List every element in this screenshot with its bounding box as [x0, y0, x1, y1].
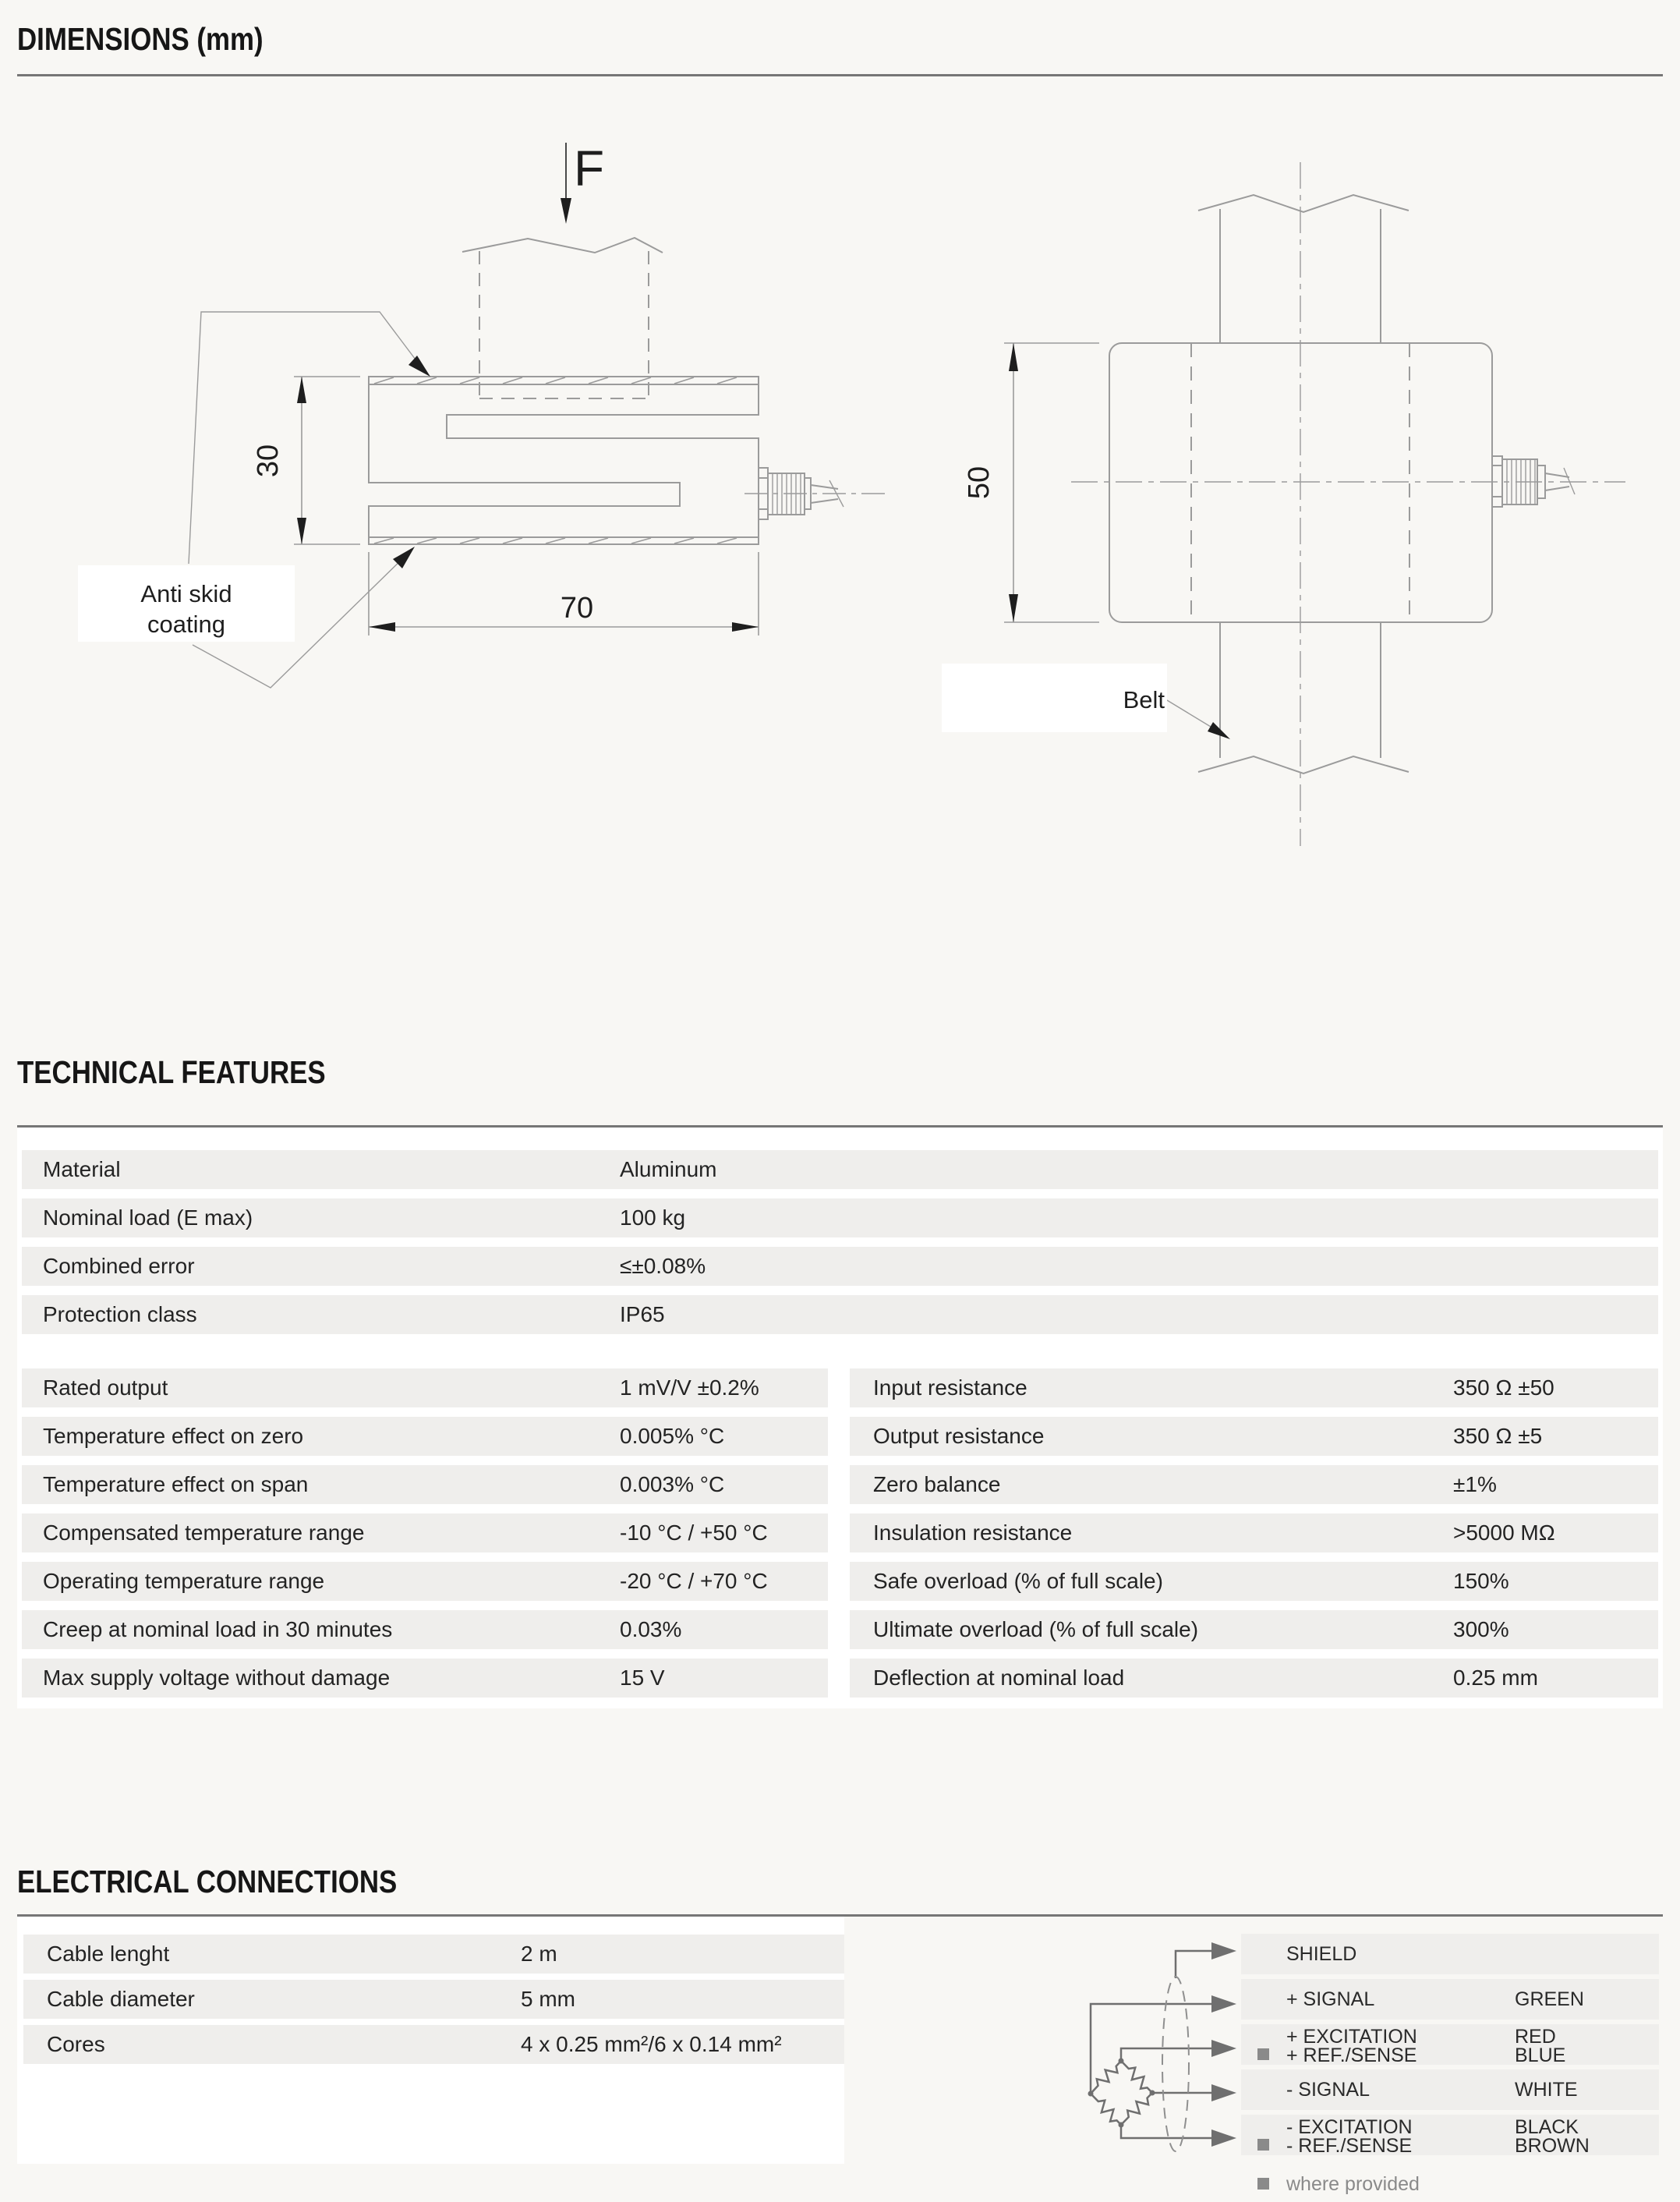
row-value: 150%: [1453, 1569, 1509, 1593]
coating-label-line1: Anti skid: [140, 580, 232, 607]
row-label: Max supply voltage without damage: [43, 1666, 391, 1690]
row-value: 15 V: [620, 1666, 665, 1690]
table-row: [22, 1562, 828, 1601]
table-row: [22, 1150, 1658, 1189]
table-row: [850, 1610, 1658, 1649]
table-row: [850, 1368, 1658, 1407]
height-dimension-50: [1004, 343, 1099, 622]
force-arrowhead: [561, 198, 571, 224]
row-label: Safe overload (% of full scale): [873, 1569, 1163, 1593]
table-row: [23, 1980, 844, 2019]
wiring-row-minus-signal: [1241, 2069, 1659, 2110]
provided-marker-icon: [1257, 2048, 1269, 2060]
wire-color: BLACK: [1515, 2116, 1579, 2138]
row-label: Input resistance: [873, 1375, 1027, 1400]
wire-label: SHIELD: [1286, 1943, 1357, 1965]
row-value: ±1%: [1453, 1472, 1497, 1496]
table-row: [850, 1465, 1658, 1504]
row-label: Cores: [47, 2032, 105, 2056]
row-label: Combined error: [43, 1254, 195, 1278]
provided-marker-icon: [1257, 2139, 1269, 2151]
row-label: Temperature effect on zero: [43, 1424, 304, 1448]
table-row: [22, 1513, 828, 1552]
wire-color: RED: [1515, 2026, 1556, 2048]
table-row: [22, 1368, 828, 1407]
center-lines: [1071, 162, 1625, 846]
electrical-section-title: ELECTRICAL CONNECTIONS: [17, 1864, 398, 1899]
row-label: Deflection at nominal load: [873, 1666, 1125, 1690]
table-row: [22, 1247, 1658, 1286]
wire-label: - REF./SENSE: [1286, 2135, 1413, 2157]
row-label: Nominal load (E max): [43, 1205, 253, 1230]
row-value: 0.005% °C: [620, 1424, 725, 1448]
coating-label-line2: coating: [147, 611, 225, 638]
table-row: [22, 1295, 1658, 1334]
row-label: Material: [43, 1157, 121, 1181]
wiring-row-shield: [1241, 1934, 1659, 1974]
row-label: Ultimate overload (% of full scale): [873, 1617, 1199, 1641]
row-label: Protection class: [43, 1302, 197, 1326]
technical-section-title: TECHNICAL FEATURES: [17, 1054, 326, 1090]
table-row: [850, 1562, 1658, 1601]
wire-label: + SIGNAL: [1286, 1988, 1375, 2010]
wire-arrow-shield: [1211, 1942, 1236, 1959]
row-value: 5 mm: [521, 1987, 575, 2011]
load-cell-body-outline: [369, 377, 759, 544]
table-row: [22, 1417, 828, 1456]
table-row: [850, 1417, 1658, 1456]
coating-arrowhead-top: [409, 356, 430, 377]
row-label: Output resistance: [873, 1424, 1045, 1448]
table-row: [850, 1513, 1658, 1552]
wire-label: + EXCITATION: [1286, 2026, 1417, 2048]
row-value: -20 °C / +70 °C: [620, 1569, 768, 1593]
row-label: Creep at nominal load in 30 minutes: [43, 1617, 393, 1641]
table-row: [22, 1465, 828, 1504]
row-label: Cable diameter: [47, 1987, 195, 2011]
row-value: 300%: [1453, 1617, 1509, 1641]
row-value: -10 °C / +50 °C: [620, 1521, 768, 1545]
table-row: [850, 1659, 1658, 1698]
wire-arrow-minus-excitation: [1211, 2129, 1236, 2147]
belt-arrowhead: [1208, 722, 1230, 739]
row-label: Operating temperature range: [43, 1569, 325, 1593]
row-value: 350 Ω ±50: [1453, 1375, 1554, 1400]
table-row: [22, 1198, 1658, 1237]
height-dim-label: 30: [252, 444, 285, 478]
side-view-connector: [745, 468, 885, 519]
wheatstone-bridge-diagram: [1060, 1934, 1247, 2168]
table-row: [22, 1659, 828, 1698]
row-value: IP65: [620, 1302, 665, 1326]
row-value: 4 x 0.25 mm²/6 x 0.14 mm²: [521, 2032, 782, 2056]
row-value: 2 m: [521, 1942, 557, 1966]
row-value: 0.03%: [620, 1617, 682, 1641]
row-value: 0.003% °C: [620, 1472, 725, 1496]
front-view-drawing: [1004, 162, 1625, 846]
table-row: [23, 2025, 844, 2064]
front-height-dim-label: 50: [963, 466, 996, 500]
row-value: >5000 MΩ: [1453, 1521, 1555, 1545]
wiring-row-minus-excitation: [1241, 2115, 1659, 2155]
belt-leader-line: [1167, 700, 1211, 727]
row-value: Aluminum: [620, 1157, 717, 1181]
provided-marker-icon: [1257, 2178, 1269, 2190]
row-label: Cable lenght: [47, 1942, 170, 1966]
wire-arrow-plus-excitation: [1211, 2040, 1236, 2057]
wire-label: - SIGNAL: [1286, 2079, 1370, 2101]
wire-color: GREEN: [1515, 1988, 1584, 2010]
wiring-row-plus-excitation: [1241, 2024, 1659, 2065]
cable-shield-ellipse: [1162, 1977, 1189, 2151]
dimension-drawings: [0, 0, 1680, 1029]
wire-arrow-plus-signal: [1211, 1995, 1236, 2013]
footnote-text: where provided: [1286, 2173, 1420, 2195]
row-value: ≤±0.08%: [620, 1254, 706, 1278]
wiring-row-plus-signal: [1241, 1979, 1659, 2020]
row-label: Insulation resistance: [873, 1521, 1073, 1545]
wire-color: BLUE: [1515, 2044, 1566, 2066]
row-value: 100 kg: [620, 1205, 686, 1230]
wire-label: - EXCITATION: [1286, 2116, 1413, 2138]
row-label: Zero balance: [873, 1472, 1001, 1496]
force-label: F: [574, 140, 605, 196]
wire-arrow-minus-signal: [1211, 2084, 1236, 2101]
table-row: [22, 1610, 828, 1649]
width-dim-label: 70: [560, 592, 594, 625]
dimensions-section-title: DIMENSIONS (mm): [17, 21, 263, 57]
row-label: Compensated temperature range: [43, 1521, 365, 1545]
wire-color: BROWN: [1515, 2135, 1590, 2157]
wire-color: WHITE: [1515, 2079, 1578, 2101]
row-label: Temperature effect on span: [43, 1472, 309, 1496]
row-label: Rated output: [43, 1375, 168, 1400]
belt-label: Belt: [1123, 686, 1165, 713]
wire-label: + REF./SENSE: [1286, 2044, 1417, 2066]
row-value: 0.25 mm: [1453, 1666, 1538, 1690]
row-value: 1 mV/V ±0.2%: [620, 1375, 759, 1400]
row-value: 350 Ω ±5: [1453, 1424, 1543, 1448]
table-row: [23, 1935, 844, 1974]
